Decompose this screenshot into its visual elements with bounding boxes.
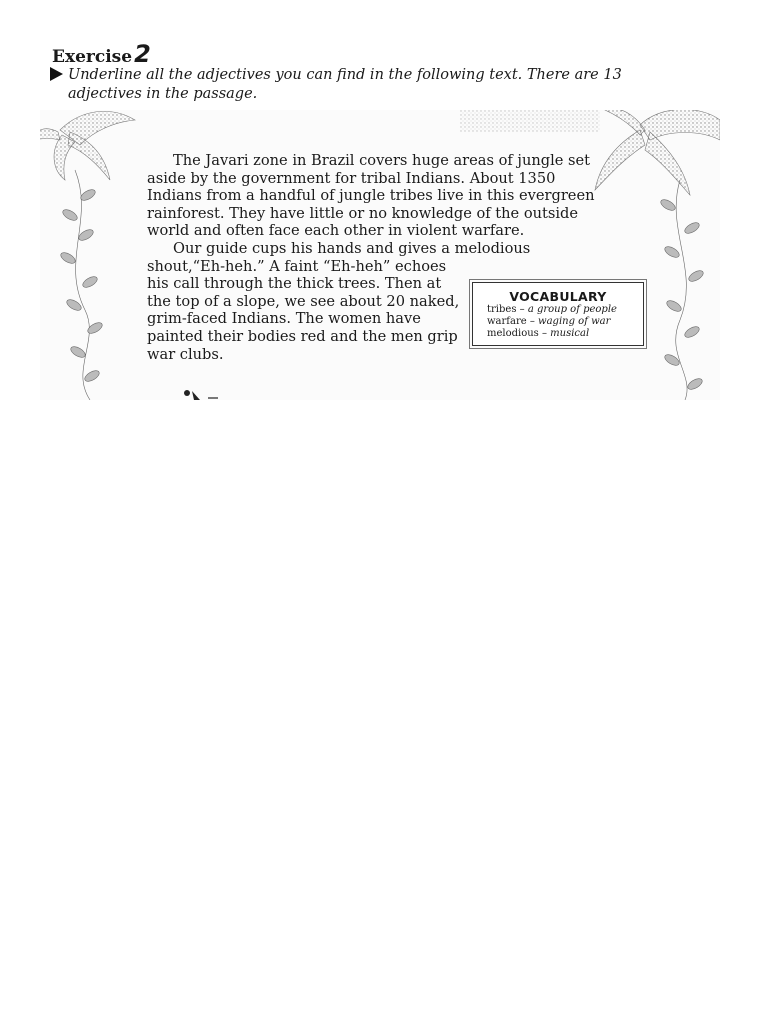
vocab-word: tribes: [487, 304, 517, 315]
vocab-dash: –: [516, 304, 528, 315]
instruction-line-1: Underline all the adjectives you can find in the following text. There are 13: [68, 67, 622, 83]
vocab-entry: [473, 316, 643, 328]
vocab-word: warfare: [487, 316, 527, 327]
vocab-word: melodious: [487, 328, 539, 339]
play-arrow-icon: [50, 67, 63, 81]
exercise-label: Exercise: [52, 47, 133, 67]
vocab-entry: [473, 304, 643, 316]
passage-paragraph-2-lead: Our guide cups his hands and gives a melodious: [173, 239, 531, 257]
vocab-entry: [473, 328, 643, 340]
vocab-definition: musical: [550, 328, 590, 339]
passage-paragraph-1: The Javari zone in Brazil covers huge areas of jungle set aside by the government for tribal Indians. About 1350 Indians from a handful of jungle tribes live in this evergreen rainforest. They have little or no knowledge of the outside world and often face each other in violent warfare.: [147, 152, 595, 240]
left-vine-icon: [59, 170, 104, 400]
vocabulary-title: VOCABULARY: [509, 289, 607, 304]
top-texture: [460, 110, 600, 132]
exercise-heading: [52, 40, 151, 68]
vocab-definition: a group of people: [527, 304, 617, 315]
passage-paragraph-2-body: shout,“Eh-heh.” A faint “Eh-heh” echoes his call through the thick trees. Then at the top of a slope, we see about 20 naked, grim-faced Indians. The women have painted their bodies red and the men grip war clubs.: [147, 257, 460, 363]
vocab-dash: –: [526, 316, 539, 327]
left-palm-icon: [40, 111, 135, 180]
right-vine-icon: [659, 180, 705, 400]
vocab-dash: –: [538, 328, 551, 339]
right-palm-icon: [595, 110, 720, 195]
instruction-line-2: adjectives in the passage.: [68, 86, 258, 102]
cut-off-bird-icon: [182, 388, 222, 402]
exercise-number: 2: [134, 40, 151, 68]
vocabulary-box: [472, 282, 644, 346]
instruction: [50, 66, 730, 104]
vocab-definition: waging of war: [538, 316, 611, 327]
